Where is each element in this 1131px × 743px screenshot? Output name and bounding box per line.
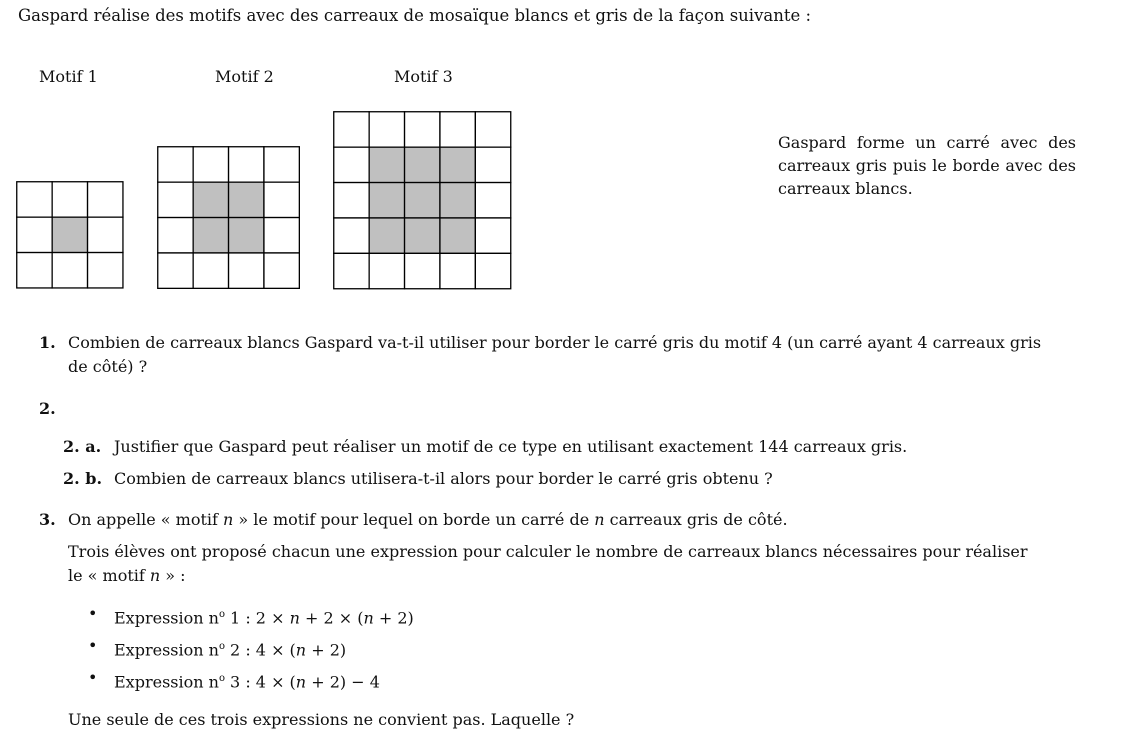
q3-num: 3. [39,510,56,529]
white-tile [334,147,369,182]
q3-l1-c: carreaux gris de côté. [604,510,788,529]
expression-2 [114,636,346,661]
white-tile [405,112,440,147]
question-1-line1: Combien de carreaux blancs Gaspard va-t-il utiliser pour border le carré gris du motif 4 (un carré ayant 4 carreaux gris [68,333,1042,352]
gray-tile [229,218,264,253]
white-tile [158,147,193,182]
gray-tile [369,183,404,218]
question-3-number [39,509,56,531]
q2b-num: 2. b. [63,469,103,488]
question-3-line1 [68,509,788,531]
gray-tile [193,218,228,253]
white-tile [264,147,299,182]
question-2-number [39,398,56,420]
expression-1 [114,604,414,629]
question-3-line3 [68,565,186,587]
expr2-label: Expression n [114,640,219,660]
white-tile [475,112,510,147]
intro-text: Gaspard réalise des motifs avec des carreaux de mosaïque blancs et gris de la façon suivante : [18,6,812,25]
bullet-1: • [88,604,98,623]
expr1-tail: + 2 × ( [299,608,364,628]
white-tile [334,112,369,147]
white-tile [334,253,369,288]
motif-2-grid [157,146,300,289]
q3-l3-b: » : [160,566,186,585]
expr2-var: n [295,640,307,660]
expr1-sup: o [218,609,225,620]
white-tile [17,182,52,217]
q3-l1-a: On appelle « motif [68,510,224,529]
white-tile [475,183,510,218]
expr3-rest: 3 : 4 × ( [224,672,296,692]
white-tile [193,147,228,182]
white-tile [229,147,264,182]
white-tile [475,253,510,288]
white-tile [475,147,510,182]
bullet-3: • [88,668,98,687]
expression-3 [114,668,380,693]
question-3-line2: Trois élèves ont proposé chacun une expression pour calculer le nombre de carreaux blancs nécessaires pour réaliser [68,542,1028,561]
expr3-var: n [295,672,307,692]
side-explanation: Gaspard forme un carré avec des carreaux gris puis le borde avec des carreaux blancs. [778,133,1076,198]
q3-l1-var2: n [594,510,605,529]
motif-3-grid [333,111,511,289]
motif-1-grid [16,181,124,289]
white-tile [369,253,404,288]
motif-3-label: Motif 3 [394,67,453,86]
white-tile [475,218,510,253]
white-tile [158,182,193,217]
q3-l3-var: n [149,566,161,585]
expr1-end: + 2) [373,608,414,628]
expr3-label: Expression n [114,672,219,692]
motif-1-label: Motif 1 [39,67,98,86]
white-tile [88,253,123,288]
gray-tile [440,147,475,182]
expr1-var: n [289,608,300,628]
white-tile [264,182,299,217]
white-tile [229,253,264,288]
white-tile [193,253,228,288]
q3-l1-b: » le motif pour lequel on borde un carré de [233,510,595,529]
gray-tile [229,182,264,217]
white-tile [88,182,123,217]
gray-tile [369,147,404,182]
white-tile [264,218,299,253]
q2-num: 2. [39,399,56,418]
q3-l3-a: le « motif [68,566,150,585]
white-tile [440,253,475,288]
q1-num: 1. [39,333,56,352]
q2a-num: 2. a. [63,437,102,456]
gray-tile [405,183,440,218]
expr1-label: Expression n [114,608,219,628]
white-tile [334,218,369,253]
white-tile [264,253,299,288]
gray-tile [52,217,87,252]
white-tile [158,218,193,253]
gray-tile [440,218,475,253]
white-tile [52,253,87,288]
bullet-2: • [88,636,98,655]
white-tile [334,183,369,218]
question-2b-number [63,468,102,490]
expr1-rest: 1 : 2 × [224,608,290,628]
white-tile [88,217,123,252]
white-tile [369,112,404,147]
white-tile [405,253,440,288]
gray-tile [440,183,475,218]
white-tile [17,217,52,252]
white-tile [158,253,193,288]
question-2a-number [63,436,101,458]
motif-2-label: Motif 2 [215,67,274,86]
white-tile [17,253,52,288]
white-tile [440,112,475,147]
expr2-rest: 2 : 4 × ( [224,640,296,660]
expr2-sup: o [218,641,225,652]
gray-tile [405,218,440,253]
expr3-sup: o [218,673,225,684]
gray-tile [193,182,228,217]
gray-tile [405,147,440,182]
final-question: Une seule de ces trois expressions ne convient pas. Laquelle ? [68,710,575,729]
q3-l1-var: n [223,510,234,529]
expr2-tail: + 2) [306,640,347,660]
question-1-number [39,332,56,354]
question-1-line2: de côté) ? [68,357,148,376]
question-2b-text: Combien de carreaux blancs utilisera-t-il alors pour border le carré gris obtenu ? [114,469,773,488]
gray-tile [369,218,404,253]
expr3-tail: + 2) − 4 [306,672,380,692]
expr1-var2: n [363,608,374,628]
question-2a-text: Justifier que Gaspard peut réaliser un motif de ce type en utilisant exactement 144 carreaux gris. [114,437,908,456]
white-tile [52,182,87,217]
